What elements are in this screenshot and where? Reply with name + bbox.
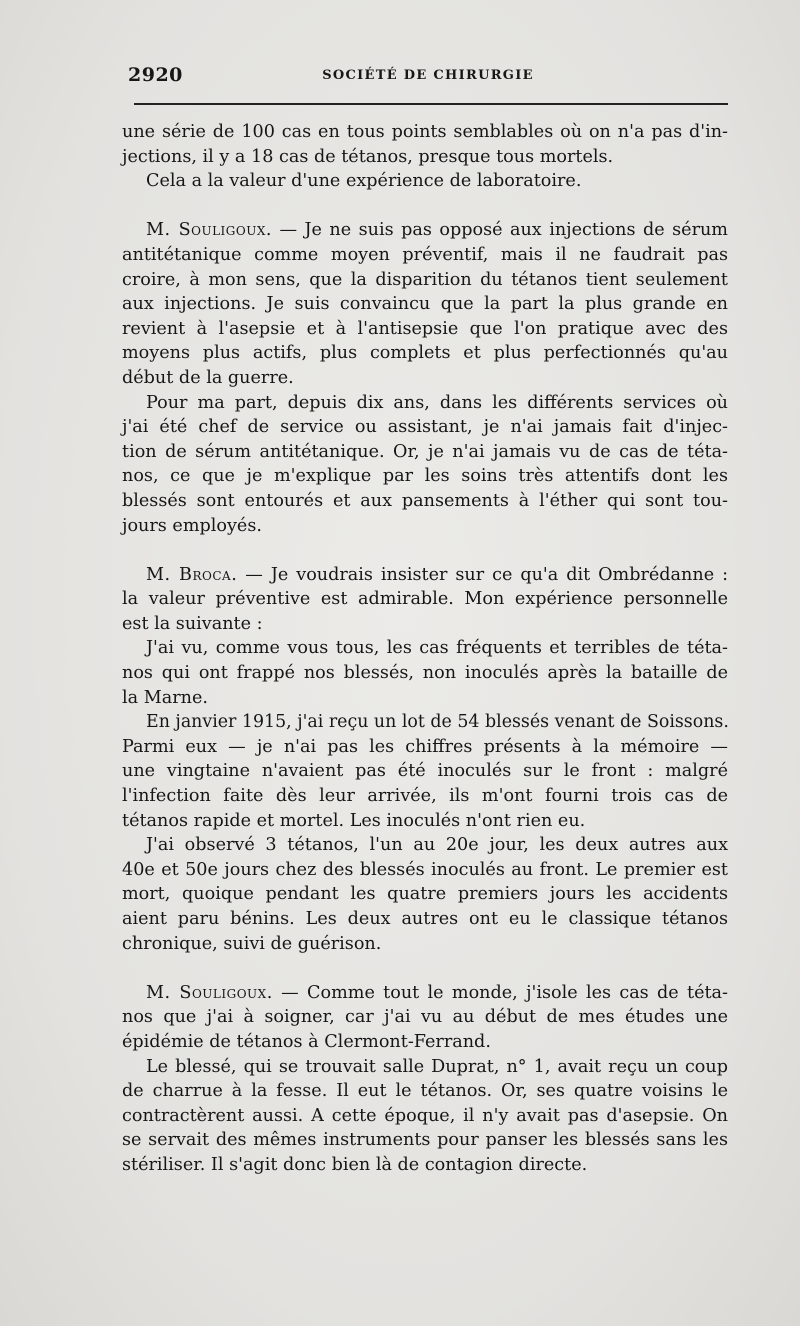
text-line: antitétanique comme moyen préventif, mais il ne faudrait pas <box>122 244 728 265</box>
text-line: se servait des mêmes instruments pour panser les blessés sans les <box>122 1130 728 1151</box>
text-line: une vingtaine n'avaient pas été inoculés sur le front : malgré <box>122 761 728 782</box>
text-line: nos qui ont frappé nos blessés, non inoculés après la bataille de <box>122 663 728 684</box>
text-line: blessés sont entourés et aux pansements à l'éther qui sont tou- <box>122 490 728 511</box>
text-line: chronique, suivi de guérison. <box>122 933 382 954</box>
text-line: jours employés. <box>122 515 262 536</box>
text-line: Le blessé, qui se trouvait salle Duprat, n° 1, avait reçu un coup <box>146 1056 728 1077</box>
speaker-name: M. Souligoux. <box>146 982 273 1003</box>
text-line: l'infection faite dès leur arrivée, ils m'ont fourni trois cas de <box>122 786 728 807</box>
text-line: J'ai observé 3 tétanos, l'un au 20e jour, les deux autres aux <box>146 835 728 856</box>
text-line: est la suivante : <box>122 613 263 634</box>
text-line: moyens plus actifs, plus complets et plus perfectionnés qu'au <box>122 343 728 364</box>
text-line: Cela a la valeur d'une expérience de laboratoire. <box>146 171 582 192</box>
text-line: j'ai été chef de service ou assistant, je n'ai jamais fait d'injec- <box>122 417 728 438</box>
text-line: contractèrent aussi. A cette époque, il n'y avait pas d'asepsie. On <box>122 1105 728 1126</box>
text-line: jections, il y a 18 cas de tétanos, presque tous mortels. <box>122 146 614 167</box>
text-line: croire, à mon sens, que la disparition du tétanos tient seulement <box>122 269 728 290</box>
text-line: 40e et 50e jours chez des blessés inoculés au front. Le premier est <box>122 859 728 880</box>
text-line: de charrue à la fesse. Il eut le tétanos. Or, ses quatre voisins le <box>122 1081 728 1102</box>
text-line: Parmi eux — je n'ai pas les chiffres présents à la mémoire — <box>122 736 728 757</box>
text-line: épidémie de tétanos à Clermont-Ferrand. <box>122 1031 491 1052</box>
text-line: nos que j'ai à soigner, car j'ai vu au début de mes études une <box>122 1007 728 1028</box>
text-line: revient à l'asepsie et à l'antisepsie que l'on pratique avec des <box>122 318 728 339</box>
text-line: J'ai vu, comme vous tous, les cas fréquents et terribles de téta- <box>146 638 728 659</box>
text-line: stériliser. Il s'agit donc bien là de contagion directe. <box>122 1154 588 1175</box>
text-line: Pour ma part, depuis dix ans, dans les différents services où <box>146 392 728 413</box>
text-line: tétanos rapide et mortel. Les inoculés n'ont rien eu. <box>122 810 586 831</box>
running-title: SOCIÉTÉ DE CHIRURGIE <box>322 68 534 83</box>
text-line: aux injections. Je suis convaincu que la part la plus grande en <box>122 294 728 315</box>
text-line: une série de 100 cas en tous points semblables où on n'a pas d'in- <box>122 122 728 142</box>
speech-first-line <box>122 563 728 588</box>
text-line: tion de sérum antitétanique. Or, je n'ai jamais vu de cas de téta- <box>122 441 728 462</box>
text-line: aient paru bénins. Les deux autres ont eu le classique tétanos <box>122 909 728 929</box>
page-number: 2920 <box>128 64 183 86</box>
text-line: début de la guerre. <box>122 367 294 388</box>
text-line: la Marne. <box>122 687 208 708</box>
page-header <box>128 64 728 94</box>
text-line: nos, ce que je m'explique par les soins très attentifs dont les <box>122 466 728 487</box>
speaker-name: M. Broca. <box>146 564 238 585</box>
text-fragment: — Comme tout le monde, j'isole les cas de téta- <box>281 982 728 1003</box>
text-line: la valeur préventive est admirable. Mon expérience personnelle <box>122 589 728 610</box>
text-fragment: — Je ne suis pas opposé aux injections de sérum <box>279 220 728 241</box>
speech-first-line <box>122 981 728 1006</box>
header-rule <box>134 103 728 105</box>
speech-first-line <box>122 218 728 243</box>
speaker-name: M. Souligoux. <box>146 220 272 241</box>
body-text <box>122 120 728 1178</box>
text-fragment: — Je voudrais insister sur ce qu'a dit Ombrédanne : <box>245 564 729 585</box>
text-line: mort, quoique pendant les quatre premiers jours les accidents <box>122 884 728 905</box>
text-line: En janvier 1915, j'ai reçu un lot de 54 blessés venant de Soissons. <box>146 712 729 733</box>
